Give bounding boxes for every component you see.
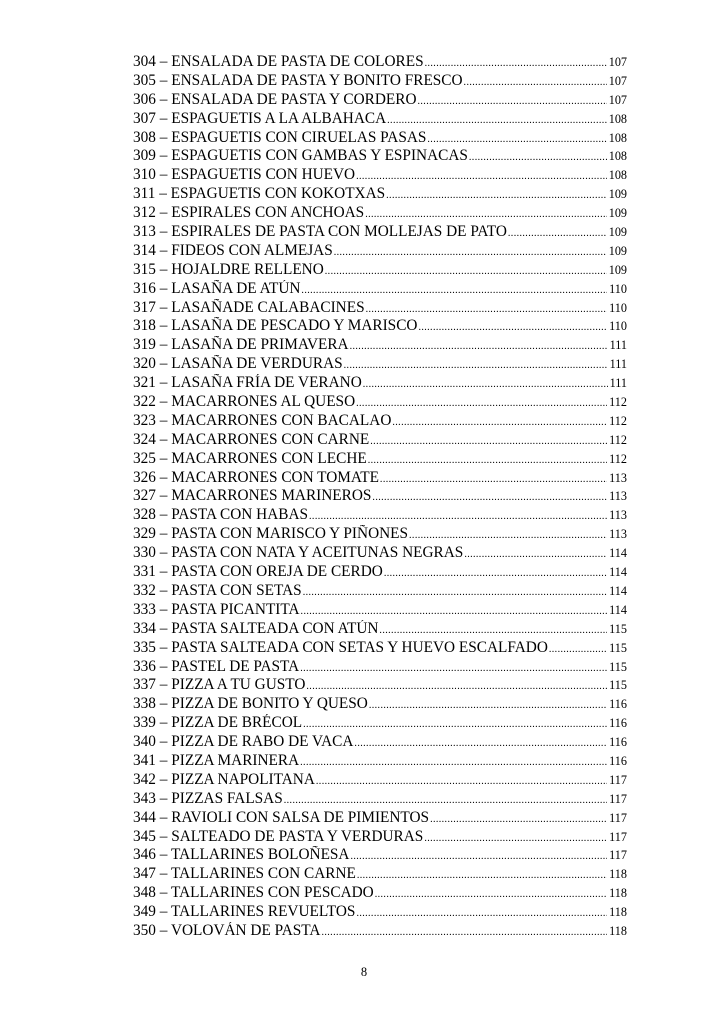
toc-entry bbox=[133, 525, 627, 544]
toc-entry bbox=[133, 129, 627, 148]
toc-dot-leader bbox=[356, 905, 607, 922]
toc-dot-leader bbox=[356, 168, 607, 185]
toc-entry-title: 344 – RAVIOLI CON SALSA DE PIMIENTOS bbox=[133, 808, 430, 826]
toc-entry bbox=[133, 506, 627, 525]
toc-entry-page: 113 bbox=[609, 470, 627, 485]
toc-dot-leader bbox=[369, 697, 607, 714]
toc-dot-leader bbox=[387, 112, 607, 129]
toc-dot-leader bbox=[469, 149, 607, 166]
toc-entry-title: 314 – FIDEOS CON ALMEJAS bbox=[133, 241, 333, 259]
toc-dot-leader bbox=[350, 848, 607, 865]
toc-entry-title: 337 – PIZZA A TU GUSTO bbox=[133, 676, 306, 694]
toc-dot-leader bbox=[427, 131, 606, 148]
toc-entry-title: 317 – LASAÑADE CALABACINES bbox=[133, 298, 365, 316]
toc-entry-page: 116 bbox=[609, 697, 627, 712]
toc-entry-title: 327 – MACARRONES MARINEROS bbox=[133, 487, 372, 505]
toc-entry-page: 111 bbox=[609, 357, 627, 372]
toc-dot-leader bbox=[418, 93, 607, 110]
toc-entry-title: 328 – PASTA CON HABAS bbox=[133, 506, 309, 524]
toc-entry-page: 118 bbox=[609, 867, 627, 882]
toc-entry-page: 108 bbox=[608, 130, 627, 145]
toc-entry bbox=[133, 469, 627, 488]
toc-entry-title: 320 – LASAÑA DE VERDURAS bbox=[133, 355, 343, 373]
toc-entry-title: 334 – PASTA SALTEADA CON ATÚN bbox=[133, 619, 379, 637]
toc-entry-page: 116 bbox=[609, 716, 627, 731]
toc-entry-title: 319 – LASAÑA DE PRIMAVERA bbox=[133, 336, 349, 354]
toc-entry-title: 330 – PASTA CON NATA Y ACEITUNAS NEGRAS bbox=[133, 544, 464, 562]
toc-entry bbox=[133, 922, 627, 941]
toc-dot-leader bbox=[300, 754, 607, 771]
toc-dot-leader bbox=[301, 603, 608, 620]
toc-entry-page: 108 bbox=[608, 111, 627, 126]
toc-entry-title: 310 – ESPAGUETIS CON HUEVO bbox=[133, 166, 356, 184]
toc-entry-page: 107 bbox=[608, 73, 627, 88]
toc-dot-leader bbox=[350, 338, 608, 355]
toc-entry-title: 323 – MACARRONES CON BACALAO bbox=[133, 411, 392, 429]
toc-entry bbox=[133, 242, 627, 261]
toc-entry-page: 118 bbox=[609, 923, 627, 938]
toc-dot-leader bbox=[425, 55, 607, 72]
toc-entry-page: 117 bbox=[609, 810, 627, 825]
toc-entry-title: 326 – MACARRONES CON TOMATE bbox=[133, 468, 379, 486]
table-of-contents bbox=[133, 53, 627, 941]
toc-dot-leader bbox=[386, 187, 607, 204]
toc-entry bbox=[133, 204, 627, 223]
toc-entry-page: 115 bbox=[609, 640, 627, 655]
toc-entry-page: 111 bbox=[609, 338, 627, 353]
toc-entry-page: 117 bbox=[609, 772, 627, 787]
toc-dot-leader bbox=[430, 811, 607, 828]
toc-dot-leader bbox=[392, 414, 607, 431]
toc-entry-title: 347 – TALLARINES CON CARNE bbox=[133, 865, 356, 883]
toc-dot-leader bbox=[424, 830, 607, 847]
toc-dot-leader bbox=[384, 565, 607, 582]
toc-entry-title: 321 – LASAÑA FRÍA DE VERANO bbox=[133, 374, 362, 392]
toc-entry-page: 115 bbox=[609, 659, 627, 674]
toc-entry bbox=[133, 620, 627, 639]
toc-entry-title: 340 – PIZZA DE RABO DE VACA bbox=[133, 733, 354, 751]
toc-entry bbox=[133, 884, 627, 903]
toc-dot-leader bbox=[354, 735, 607, 752]
toc-entry bbox=[133, 809, 627, 828]
toc-entry-page: 114 bbox=[609, 546, 627, 561]
toc-entry-title: 306 – ENSALADA DE PASTA Y CORDERO bbox=[133, 90, 417, 108]
toc-dot-leader bbox=[321, 924, 607, 941]
toc-entry bbox=[133, 280, 627, 299]
toc-entry bbox=[133, 601, 627, 620]
toc-entry-title: 304 – ENSALADA DE PASTA DE COLORES bbox=[133, 53, 424, 70]
toc-dot-leader bbox=[365, 206, 607, 223]
toc-entry-page: 117 bbox=[609, 791, 627, 806]
toc-entry-page: 116 bbox=[609, 753, 627, 768]
toc-entry-page: 108 bbox=[608, 168, 627, 183]
toc-entry-page: 114 bbox=[609, 565, 627, 580]
toc-entry bbox=[133, 828, 627, 847]
toc-entry-page: 115 bbox=[609, 678, 627, 693]
toc-dot-leader bbox=[325, 263, 607, 280]
toc-entry bbox=[133, 261, 627, 280]
toc-entry-title: 318 – LASAÑA DE PESCADO Y MARISCO bbox=[133, 317, 418, 335]
toc-entry bbox=[133, 72, 627, 91]
toc-entry-title: 335 – PASTA SALTEADA CON SETAS Y HUEVO ESCALFADO bbox=[133, 638, 548, 656]
toc-dot-leader bbox=[306, 678, 607, 695]
toc-entry bbox=[133, 676, 627, 695]
toc-entry-page: 109 bbox=[608, 262, 627, 277]
toc-entry bbox=[133, 695, 627, 714]
toc-dot-leader bbox=[356, 395, 607, 412]
toc-entry-title: 307 – ESPAGUETIS A LA ALBAHACA bbox=[133, 109, 387, 127]
toc-entry-page: 107 bbox=[608, 55, 627, 69]
toc-dot-leader bbox=[508, 225, 607, 242]
toc-entry bbox=[133, 166, 627, 185]
toc-dot-leader bbox=[380, 471, 607, 488]
toc-entry-title: 312 – ESPIRALES CON ANCHOAS bbox=[133, 204, 365, 222]
toc-dot-leader bbox=[303, 716, 607, 733]
toc-dot-leader bbox=[284, 792, 607, 809]
toc-entry bbox=[133, 147, 627, 166]
toc-entry-title: 336 – PASTEL DE PASTA bbox=[133, 657, 300, 675]
toc-entry bbox=[133, 846, 627, 865]
toc-entry-page: 112 bbox=[609, 451, 627, 466]
toc-entry-title: 324 – MACARRONES CON CARNE bbox=[133, 430, 370, 448]
toc-entry bbox=[133, 450, 627, 469]
toc-dot-leader bbox=[316, 773, 607, 790]
toc-entry bbox=[133, 317, 627, 336]
toc-entry-page: 113 bbox=[609, 508, 627, 523]
toc-entry-title: 331 – PASTA CON OREJA DE CERDO bbox=[133, 563, 383, 581]
toc-entry bbox=[133, 412, 627, 431]
toc-entry-title: 325 – MACARRONES CON LECHE bbox=[133, 449, 367, 467]
toc-dot-leader bbox=[357, 867, 607, 884]
toc-entry-page: 112 bbox=[609, 395, 627, 410]
toc-entry-title: 332 – PASTA CON SETAS bbox=[133, 581, 302, 599]
toc-entry bbox=[133, 299, 627, 318]
toc-dot-leader bbox=[464, 546, 607, 563]
toc-entry-page: 109 bbox=[608, 187, 627, 202]
toc-entry-title: 309 – ESPAGUETIS CON GAMBAS Y ESPINACAS bbox=[133, 147, 468, 165]
toc-dot-leader bbox=[309, 508, 607, 525]
toc-entry-title: 305 – ENSALADA DE PASTA Y BONITO FRESCO bbox=[133, 71, 463, 89]
toc-entry bbox=[133, 393, 627, 412]
toc-dot-leader bbox=[303, 584, 607, 601]
toc-dot-leader bbox=[464, 74, 607, 91]
toc-dot-leader bbox=[366, 301, 608, 318]
toc-entry-page: 110 bbox=[609, 300, 627, 315]
toc-dot-leader bbox=[370, 433, 607, 450]
toc-dot-leader bbox=[344, 357, 608, 374]
toc-entry-title: 311 – ESPAGUETIS CON KOKOTXAS bbox=[133, 185, 386, 203]
toc-entry-title: 315 – HOJALDRE RELLENO bbox=[133, 260, 324, 278]
toc-entry-page: 114 bbox=[609, 583, 627, 598]
toc-entry bbox=[133, 771, 627, 790]
toc-entry-title: 308 – ESPAGUETIS CON CIRUELAS PASAS bbox=[133, 128, 427, 146]
toc-entry bbox=[133, 639, 627, 658]
toc-dot-leader bbox=[409, 527, 607, 544]
toc-dot-leader bbox=[549, 641, 607, 658]
toc-entry-page: 115 bbox=[609, 621, 627, 636]
toc-entry bbox=[133, 185, 627, 204]
toc-entry-page: 109 bbox=[608, 206, 627, 221]
toc-entry bbox=[133, 355, 627, 374]
toc-entry bbox=[133, 53, 627, 72]
toc-entry bbox=[133, 790, 627, 809]
toc-entry bbox=[133, 91, 627, 110]
toc-entry bbox=[133, 374, 627, 393]
toc-entry-page: 109 bbox=[608, 225, 627, 240]
toc-entry-page: 111 bbox=[609, 376, 627, 391]
toc-entry-title: 345 – SALTEADO DE PASTA Y VERDURAS bbox=[133, 827, 424, 845]
toc-dot-leader bbox=[368, 452, 607, 469]
toc-entry-title: 316 – LASAÑA DE ATÚN bbox=[133, 279, 301, 297]
toc-entry-title: 313 – ESPIRALES DE PASTA CON MOLLEJAS DE PATO bbox=[133, 223, 507, 241]
toc-entry-page: 109 bbox=[608, 243, 627, 258]
toc-dot-leader bbox=[301, 282, 607, 299]
toc-entry-title: 333 – PASTA PICANTITA bbox=[133, 600, 300, 618]
toc-entry-page: 114 bbox=[609, 602, 627, 617]
page-number: 8 bbox=[360, 965, 368, 979]
toc-dot-leader bbox=[379, 622, 607, 639]
toc-entry bbox=[133, 865, 627, 884]
toc-entry-page: 113 bbox=[609, 527, 627, 542]
toc-entry-page: 110 bbox=[609, 319, 627, 334]
toc-entry bbox=[133, 487, 627, 506]
toc-entry-title: 339 – PIZZA DE BRÉCOL bbox=[133, 714, 303, 732]
toc-entry bbox=[133, 752, 627, 771]
toc-entry-page: 110 bbox=[609, 281, 627, 296]
toc-entry bbox=[133, 582, 627, 601]
toc-entry bbox=[133, 903, 627, 922]
toc-entry bbox=[133, 431, 627, 450]
toc-dot-leader bbox=[418, 319, 607, 336]
toc-entry bbox=[133, 733, 627, 752]
toc-entry bbox=[133, 336, 627, 355]
toc-entry-title: 342 – PIZZA NAPOLITANA bbox=[133, 770, 315, 788]
toc-entry bbox=[133, 110, 627, 129]
toc-dot-leader bbox=[375, 886, 607, 903]
toc-entry-page: 113 bbox=[609, 489, 627, 504]
toc-entry-title: 329 – PASTA CON MARISCO Y PIÑONES bbox=[133, 525, 409, 543]
toc-entry-page: 118 bbox=[609, 905, 627, 920]
toc-dot-leader bbox=[363, 376, 608, 393]
toc-entry bbox=[133, 714, 627, 733]
toc-entry-page: 118 bbox=[609, 886, 627, 901]
toc-entry-title: 341 – PIZZA MARINERA bbox=[133, 751, 300, 769]
toc-entry-page: 112 bbox=[609, 432, 627, 447]
toc-entry-page: 107 bbox=[608, 92, 627, 107]
toc-dot-leader bbox=[334, 244, 607, 261]
toc-entry-title: 338 – PIZZA DE BONITO Y QUESO bbox=[133, 695, 368, 713]
toc-dot-leader bbox=[300, 660, 607, 677]
toc-entry bbox=[133, 563, 627, 582]
toc-entry bbox=[133, 658, 627, 677]
toc-entry bbox=[133, 544, 627, 563]
toc-entry bbox=[133, 223, 627, 242]
toc-entry-title: 343 – PIZZAS FALSAS bbox=[133, 789, 283, 807]
toc-entry-page: 108 bbox=[608, 149, 627, 164]
toc-entry-page: 112 bbox=[609, 413, 627, 428]
toc-entry-title: 349 – TALLARINES REVUELTOS bbox=[133, 903, 356, 921]
toc-entry-page: 117 bbox=[609, 829, 627, 844]
toc-entry-title: 348 – TALLARINES CON PESCADO bbox=[133, 884, 374, 902]
toc-entry-title: 350 – VOLOVÁN DE PASTA bbox=[133, 921, 321, 939]
toc-dot-leader bbox=[372, 489, 607, 506]
toc-entry-title: 346 – TALLARINES BOLOÑESA bbox=[133, 846, 350, 864]
toc-entry-title: 322 – MACARRONES AL QUESO bbox=[133, 393, 356, 411]
toc-entry-page: 116 bbox=[609, 735, 627, 750]
toc-entry-page: 117 bbox=[609, 848, 627, 863]
